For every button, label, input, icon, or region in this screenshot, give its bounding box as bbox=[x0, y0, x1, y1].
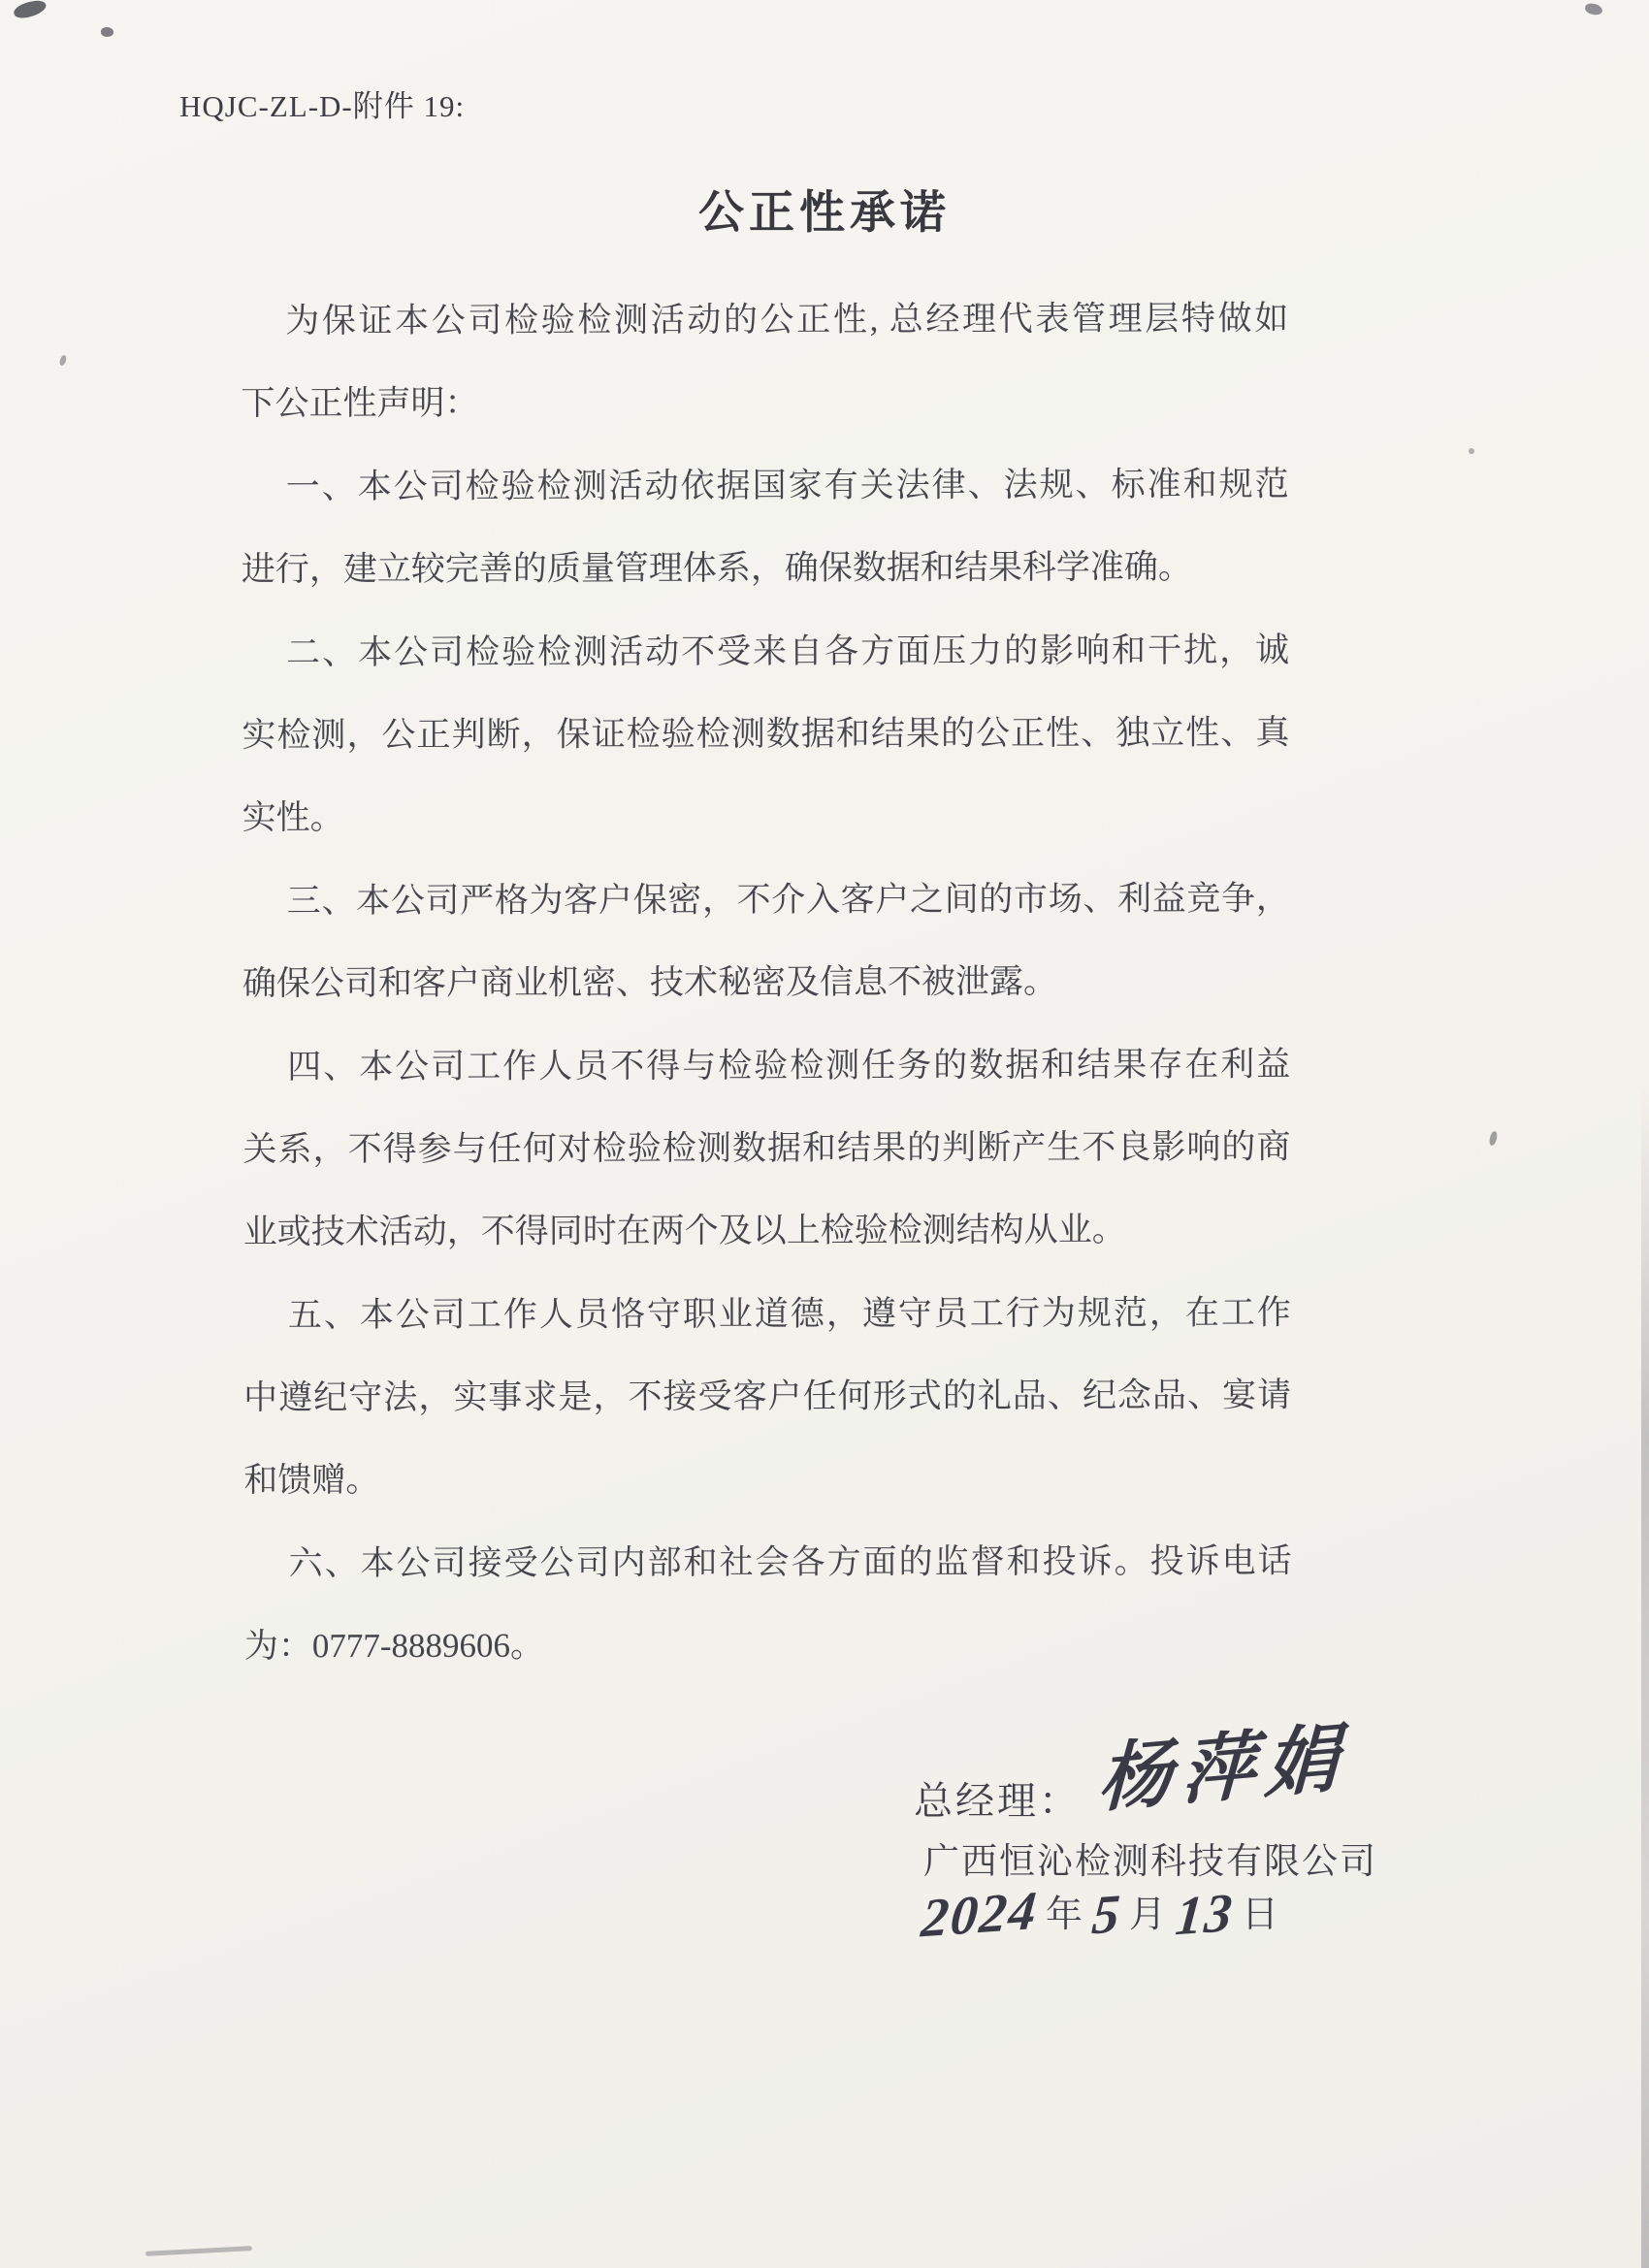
scan-artifact bbox=[976, 303, 981, 308]
scan-edge-shadow bbox=[1641, 1086, 1649, 2268]
body-line: 和馈赠。 bbox=[243, 1461, 380, 1500]
signature-label: 总经理： bbox=[914, 1778, 1081, 1823]
handwritten-day: 13 bbox=[1173, 1882, 1237, 1948]
scan-artifact bbox=[101, 27, 113, 37]
scan-artifact bbox=[1584, 2, 1603, 16]
scan-artifact bbox=[146, 2246, 252, 2256]
date-unit-day: 日 bbox=[1242, 1895, 1279, 1935]
document-title: 公正性承诺 bbox=[698, 188, 951, 239]
document-body bbox=[241, 277, 1292, 1688]
body-line: 下公正性声明： bbox=[241, 384, 479, 423]
body-line: 进行，建立较完善的质量管理体系，确保数据和结果科学准确。 bbox=[241, 548, 1192, 589]
company-name: 广西恒沁检测科技有限公司 bbox=[923, 1842, 1377, 1882]
body-line: 为：0777-8889606。 bbox=[243, 1626, 544, 1666]
body-line: 确保公司和客户商业机密、技术秘密及信息不被泄露。 bbox=[242, 962, 1058, 1003]
scan-artifact bbox=[13, 0, 48, 21]
scan-artifact bbox=[58, 354, 67, 366]
body-line: 关系，不得参与任何对检验检测数据和结果的判断产生不良影响的商 bbox=[242, 1127, 1291, 1169]
body-line: 业或技术活动，不得同时在两个及以上检验检测结构从业。 bbox=[242, 1211, 1126, 1251]
scan-artifact bbox=[1488, 1130, 1499, 1146]
body-line: 一、本公司检验检测活动依据国家有关法律、法规、标准和规范 bbox=[285, 465, 1289, 506]
scan-artifact bbox=[1469, 448, 1474, 454]
body-line: 实检测，公正判断，保证检验检测数据和结果的公正性、独立性、真 bbox=[242, 713, 1290, 755]
body-line: 四、本公司工作人员不得与检验检测任务的数据和结果存在利益 bbox=[287, 1045, 1291, 1085]
body-line: 六、本公司接受公司内部和社会各方面的监督和投诉。投诉电话 bbox=[288, 1541, 1292, 1583]
handwritten-month: 5 bbox=[1089, 1883, 1124, 1947]
body-line: 中遵纪守法，实事求是，不接受客户任何形式的礼品、纪念品、宴请 bbox=[243, 1376, 1292, 1417]
body-line: 为保证本公司检验检测活动的公正性, 总经理代表管理层特做如 bbox=[285, 299, 1289, 340]
signature-date bbox=[919, 1880, 1288, 1950]
date-unit-month: 月 bbox=[1129, 1895, 1167, 1935]
handwritten-signature: 杨萍娟 bbox=[1097, 1717, 1350, 1822]
body-line: 实性。 bbox=[242, 798, 344, 837]
signature-row bbox=[914, 1717, 1350, 1823]
handwritten-year: 2024 bbox=[919, 1880, 1041, 1950]
body-line: 三、本公司严格为客户保密，不介入客户之间的市场、利益竞争， bbox=[286, 879, 1290, 921]
body-line: 五、本公司工作人员恪守职业道德，遵守员工行为规范，在工作 bbox=[287, 1293, 1291, 1334]
document-code: HQJC-ZL-D-附件 19: bbox=[179, 89, 466, 123]
body-line: 二、本公司检验检测活动不受来自各方面压力的影响和干扰，诚 bbox=[286, 631, 1290, 671]
date-unit-year: 年 bbox=[1046, 1895, 1083, 1935]
